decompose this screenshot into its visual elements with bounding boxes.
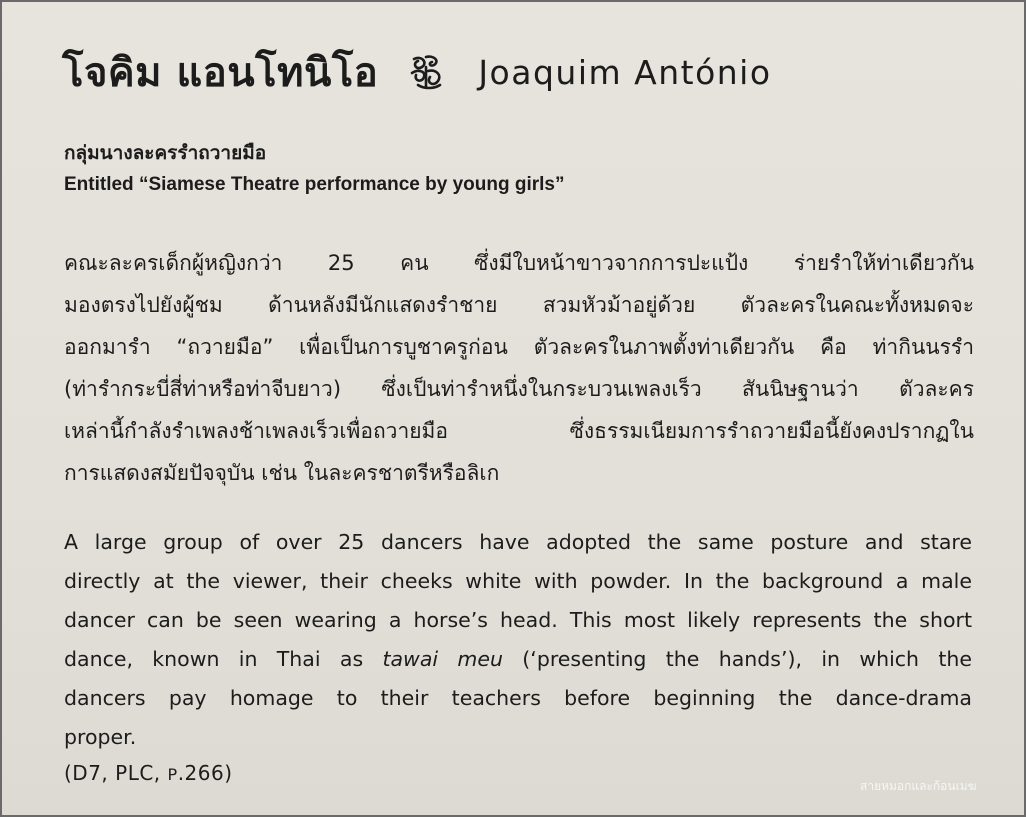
title-row: [62, 40, 772, 104]
subtitle-thai: กลุ่มนางละครรำถวายมือ: [64, 142, 267, 164]
citation-page-prefix: P: [167, 765, 178, 784]
title-english: Joaquim António: [478, 52, 772, 92]
english-paragraph: [64, 523, 972, 757]
floral-ornament-icon: [408, 53, 446, 91]
citation: [64, 761, 233, 785]
watermark: สายหมอกและก้อนเมฆ: [860, 779, 977, 793]
english-text: dance, known in Thai as: [64, 647, 383, 671]
thai-line: (ท่ารำกระบี่สี่ท่าหรือท่าจีบยาว) ซึ่งเป็นท่ารำหนึ่งในกระบวนเพลงเร็ว สันนิษฐานว่า ตัวละคร: [64, 377, 974, 401]
english-line: A large group of over 25 dancers have adopted the same posture and stare: [64, 530, 972, 554]
thai-line: มองตรงไปยังผู้ชม ด้านหลังมีนักแสดงรำชาย สวมหัวม้าอยู่ด้วย ตัวละครในคณะทั้งหมดจะ: [64, 293, 974, 317]
english-line: [64, 640, 972, 679]
english-line: proper.: [64, 725, 137, 749]
english-line: dancers pay homage to their teachers before beginning the dance-drama: [64, 686, 972, 710]
thai-paragraph: [64, 242, 974, 494]
subtitle-english: Entitled “Siamese Theatre performance by young girls”: [64, 174, 565, 195]
english-line: dancer can be seen wearing a horse’s head. This most likely represents the short: [64, 608, 972, 632]
citation-page: .266): [177, 761, 233, 785]
thai-line: การแสดงสมัยปัจจุบัน เช่น ในละครชาตรีหรือลิเก: [64, 461, 500, 485]
title-thai: โจคิม แอนโทนิโอ: [62, 50, 379, 96]
thai-line: ออกมารำ “ถวายมือ” เพื่อเป็นการบูชาครูก่อน ตัวละครในภาพตั้งท่าเดียวกัน คือ ท่ากินนรรำ: [64, 335, 974, 359]
thai-line: คณะละครเด็กผู้หญิงกว่า 25 คน ซึ่งมีใบหน้าขาวจากการปะแป้ง ร่ายรำให้ท่าเดียวกัน: [64, 251, 974, 275]
thai-line: เหล่านี้กำลังรำเพลงช้าเพลงเร็วเพื่อถวายมือ ซึ่งธรรมเนียมการรำถวายมือนี้ยังคงปรากฏใน: [64, 419, 974, 443]
citation-text: (D7, PLC,: [64, 761, 168, 785]
italic-term: tawai meu: [382, 647, 503, 671]
english-text: (‘presenting the hands’), in which the: [502, 647, 973, 671]
english-line: directly at the viewer, their cheeks white with powder. In the background a male: [64, 569, 972, 593]
